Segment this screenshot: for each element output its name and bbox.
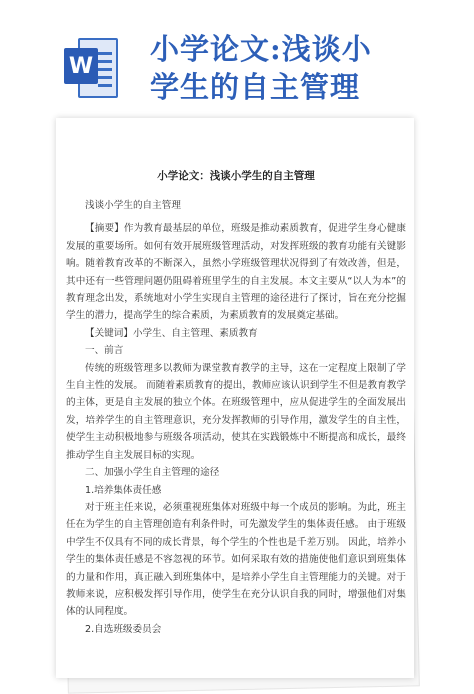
page-title	[150, 30, 450, 106]
subheading-collective-responsibility: 1.培养集体责任感	[85, 484, 162, 496]
document-title: 小学论文：浅谈小学生的自主管理	[157, 170, 315, 182]
keywords-line: 【关键词】小学生、自主管理、素质教育	[85, 327, 258, 339]
intro-paragraph: 传统的班级管理多以教师为课堂教育教学的主导，这在一定程度上限制了学生自主性的发展。 而随着素质教育的提出，教师应该认识到学生不但是教育教学的主体，更是自主发展的独立个体。在班级管理中，应从促进学生的全面发展出发，培养学生的自主管理意识，充分发挥教师的引导作用，激发学生的自主性，使学生主动积极地参与班级各项活动，使其在实践锻炼中不断提高和成长，最终推动学生自主发展目标的实现。	[66, 362, 406, 461]
abstract-paragraph: 【摘要】作为教育最基层的单位，班级是推动素质教育，促进学生身心健康发展的重要场所。如何有效开展班级管理活动，对发挥班级的教育功能有关键影响。随着教育改革的不断深入，虽然小学班级管理状况得到了有效改善，但是，其中还有一些管理问题仍阻碍着班里学生的自主发展。本文主要从“以人为本”的教育理念出发，系统地对小学生实现自主管理的途径进行了探讨，旨在充分挖掘学生的潜力，提高学生的综合素质，为素质教育的发展奠定基础。	[66, 223, 406, 322]
header-banner	[0, 0, 474, 120]
section-heading-methods: 二、加强小学生自主管理的途径	[85, 467, 220, 479]
page-title-line-1: 小学论文:浅谈小	[150, 32, 372, 66]
collective-paragraph: 对于班主任来说，必须重视班集体对班级中每一个成员的影响。为此，班主任在为学生的自主管理创造有利条件时，可先激发学生的集体责任感。 由于班级中学生不仅具有不同的成长背景，每个学生的个性也是千差万别。 因此，培养小学生的集体责任感是不容忽视的环节。如何采取有效的措施使他们意识到班集体的力量和作用，真正融入到班集体中，是培养小学生自主管理能力的关键。对于教师来说，应积极发挥引导作用，使学生在充分认识自我的同时，增强他们对集体的认同程度。	[66, 501, 406, 618]
word-icon	[64, 36, 116, 98]
document-body	[66, 168, 406, 638]
section-heading-intro: 一、前言	[85, 345, 124, 357]
word-badge: W	[64, 48, 98, 84]
page-title-line-2: 学生的自主管理	[150, 70, 361, 104]
subheading-class-committee: 2.自选班级委员会	[85, 623, 162, 635]
document-subtitle: 浅谈小学生的自主管理	[85, 200, 181, 211]
